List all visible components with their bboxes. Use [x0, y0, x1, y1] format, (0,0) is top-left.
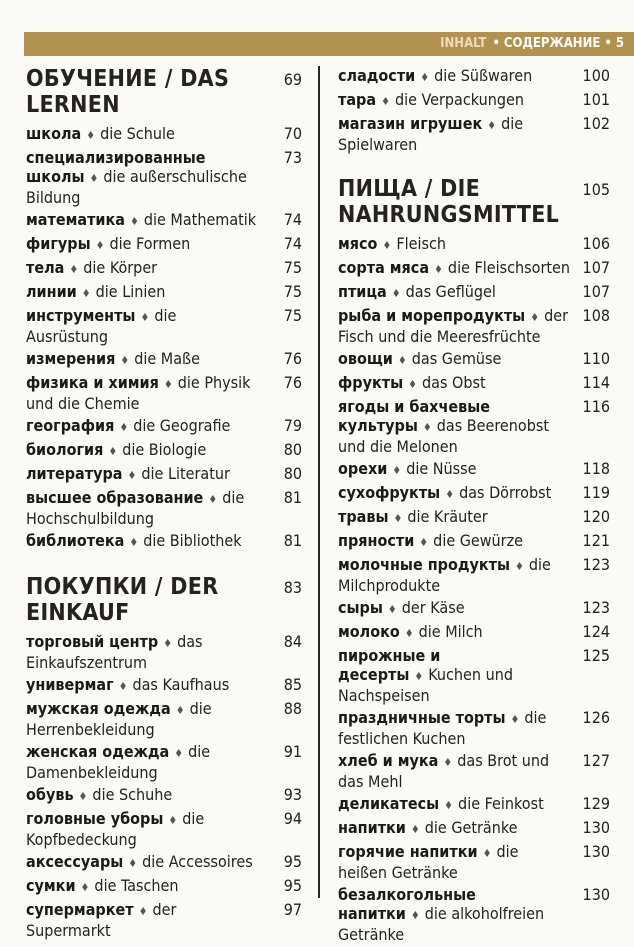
toc-entry [26, 440, 302, 461]
entry-german: das Beerenobst und die Melonen [338, 416, 549, 456]
entry-russian: физика и химия [26, 373, 159, 392]
entry-page: 130 [582, 818, 610, 837]
diamond-marker: ♦ [510, 713, 520, 726]
entry-german: die Biologie [122, 440, 207, 459]
entry-russian: универмаг [26, 675, 114, 694]
entry-german: die Mathematik [143, 210, 257, 229]
entry-russian: молочные продукты [338, 555, 510, 574]
entry-german: die Süßwaren [434, 66, 533, 85]
entry-russian: овощи [338, 349, 393, 368]
entry-german: die Accessoires [142, 852, 253, 871]
entry-russian: линии [26, 282, 77, 301]
diamond-marker: ♦ [445, 488, 455, 501]
entry-russian: аксессуары [26, 852, 124, 871]
entry-page: 84 [283, 632, 302, 651]
entry-german: die Geografie [133, 416, 231, 435]
entry-german: das Obst [421, 373, 486, 392]
entry-russian: фрукты [338, 373, 404, 392]
entry-page: 101 [582, 90, 610, 109]
entry-russian: сыры [338, 598, 383, 617]
diamond-marker: ♦ [387, 603, 397, 616]
toc-entry [338, 66, 610, 87]
diamond-marker: ♦ [129, 536, 139, 549]
toc-entry [26, 852, 302, 873]
entry-russian: инструменты [26, 306, 136, 325]
entry-page: 110 [582, 349, 610, 368]
diamond-marker: ♦ [129, 215, 139, 228]
entry-russian: праздничные торты [338, 708, 506, 727]
entry-russian: сумки [26, 876, 76, 895]
diamond-marker: ♦ [120, 354, 130, 367]
entry-page: 81 [283, 488, 302, 507]
entry-russian: торговый центр [26, 632, 159, 651]
diamond-marker: ♦ [127, 469, 137, 482]
section-heading [26, 574, 302, 626]
entry-russian: обувь [26, 785, 74, 804]
entry-german: das Gemüse [411, 349, 502, 368]
entry-german: die Maße [134, 349, 200, 368]
entry-german: die Getränke [424, 818, 518, 837]
toc-entry [26, 349, 302, 370]
toc-entry [338, 373, 610, 394]
entry-page: 126 [582, 708, 610, 727]
entry-german: die Bibliothek [143, 531, 242, 550]
entry-russian: литература [26, 464, 123, 483]
diamond-marker: ♦ [410, 823, 420, 836]
toc-entry [26, 124, 302, 145]
section-heading [338, 176, 610, 228]
toc-entry [338, 646, 610, 705]
column-divider [318, 66, 320, 898]
entry-russian: математика [26, 210, 125, 229]
entry-page: 127 [582, 751, 610, 770]
entry-russian: сладости [338, 66, 416, 85]
entry-russian: измерения [26, 349, 116, 368]
toc-entry [338, 234, 610, 255]
header-separator: • [492, 36, 500, 51]
entry-german: die festlichen Kuchen [338, 708, 547, 748]
entry-russian: головные уборы [26, 809, 164, 828]
entry-russian: супермаркет [26, 900, 134, 919]
toc-left-column [26, 66, 302, 943]
diamond-marker: ♦ [95, 239, 105, 252]
toc-entry [26, 306, 302, 346]
entry-russian: хлеб и мука [338, 751, 439, 770]
diamond-marker: ♦ [381, 95, 390, 108]
entry-page: 129 [582, 794, 610, 813]
entry-german: die Linien [95, 282, 166, 301]
diamond-marker: ♦ [414, 670, 424, 683]
entry-german: die Kopfbedeckung [26, 809, 205, 849]
toc-entry [338, 708, 610, 748]
entry-german: die Fleischsorten [447, 258, 571, 277]
entry-page: 76 [283, 373, 302, 392]
entry-russian: география [26, 416, 115, 435]
page-number: 5 [615, 36, 624, 51]
diamond-marker: ♦ [163, 378, 173, 391]
section-title: ОБУЧЕНИЕ / DAS LERNEN [26, 66, 230, 118]
entry-page: 75 [283, 282, 302, 301]
entry-page: 79 [283, 416, 302, 435]
entry-page: 73 [283, 148, 302, 167]
entry-russian: орехи [338, 459, 388, 478]
toc-entry [26, 675, 302, 696]
diamond-marker: ♦ [80, 881, 90, 894]
entry-page: 123 [582, 598, 610, 617]
entry-page: 124 [582, 622, 610, 641]
entry-russian: мужская одежда [26, 699, 171, 718]
entry-german: die Spielwaren [338, 114, 524, 154]
entry-page: 130 [582, 885, 610, 904]
header-inhalt: INHALT [440, 36, 487, 51]
diamond-marker: ♦ [89, 172, 99, 185]
diamond-marker: ♦ [81, 287, 91, 300]
entry-page: 95 [283, 876, 302, 895]
diamond-marker: ♦ [482, 847, 492, 860]
entry-german: die Hochschulbildung [26, 488, 245, 528]
entry-page: 118 [582, 459, 610, 478]
toc-entry [338, 459, 610, 480]
entry-german: die Körper [83, 258, 158, 277]
entry-german: die Milch [418, 622, 483, 641]
toc-entry [338, 282, 610, 303]
entry-german: der Fisch und die Meeresfrüchte [338, 306, 568, 346]
entry-german: die Ausrüstung [26, 306, 177, 346]
entry-german: die Taschen [94, 876, 179, 895]
diamond-marker: ♦ [443, 756, 453, 769]
toc-entry [338, 885, 610, 944]
section-page: 69 [283, 70, 302, 89]
entry-russian: травы [338, 507, 389, 526]
toc-entry [338, 349, 610, 370]
entry-page: 74 [283, 210, 302, 229]
diamond-marker: ♦ [128, 857, 138, 870]
entry-page: 80 [283, 440, 302, 459]
toc-entry [338, 622, 610, 643]
entry-page: 75 [283, 258, 302, 277]
entry-german: das Geflügel [405, 282, 496, 301]
entry-page: 108 [582, 306, 610, 325]
entry-page: 121 [582, 531, 610, 550]
entry-page: 107 [582, 282, 610, 301]
running-header [440, 32, 624, 56]
entry-russian: горячие напитки [338, 842, 478, 861]
diamond-marker: ♦ [434, 263, 443, 276]
entry-russian: библиотека [26, 531, 125, 550]
toc-entry [26, 876, 302, 897]
diamond-marker: ♦ [208, 493, 218, 506]
toc-entry [26, 785, 302, 806]
header-title: СОДЕРЖАНИЕ [503, 36, 601, 51]
section-page: 83 [283, 578, 302, 597]
toc-entry [26, 282, 302, 303]
diamond-marker: ♦ [175, 704, 185, 717]
entry-page: 119 [582, 483, 610, 502]
diamond-marker: ♦ [69, 263, 79, 276]
toc-entry [338, 397, 610, 456]
diamond-marker: ♦ [174, 747, 184, 760]
toc-entry [338, 818, 610, 839]
entry-page: 81 [283, 531, 302, 550]
entry-page: 93 [283, 785, 302, 804]
entry-page: 85 [283, 675, 302, 694]
toc-entry [26, 464, 302, 485]
entry-russian: тара [338, 90, 377, 109]
entry-page: 102 [582, 114, 610, 133]
entry-russian: фигуры [26, 234, 91, 253]
toc-entry [26, 809, 302, 849]
entry-german: die Kräuter [407, 507, 488, 526]
entry-german: die Herrenbekleidung [26, 699, 212, 739]
entry-page: 97 [283, 900, 302, 919]
entry-german: der Supermarkt [26, 900, 177, 940]
diamond-marker: ♦ [168, 814, 178, 827]
entry-russian: сорта мяса [338, 258, 430, 277]
entry-page: 114 [582, 373, 610, 392]
entry-page: 80 [283, 464, 302, 483]
section-title: ПОКУПКИ / DER EINKAUF [26, 574, 219, 626]
diamond-marker: ♦ [393, 512, 403, 525]
diamond-marker: ♦ [422, 421, 432, 434]
diamond-marker: ♦ [444, 799, 454, 812]
entry-russian: магазин игрушек [338, 114, 483, 133]
entry-page: 123 [582, 555, 610, 574]
diamond-marker: ♦ [419, 536, 429, 549]
diamond-marker: ♦ [78, 790, 88, 803]
toc-entry [338, 751, 610, 791]
diamond-marker: ♦ [410, 909, 420, 922]
diamond-marker: ♦ [119, 421, 129, 434]
entry-russian: биология [26, 440, 104, 459]
entry-russian: рыба и морепродукты [338, 306, 526, 325]
entry-german: die Literatur [141, 464, 230, 483]
diamond-marker: ♦ [392, 464, 402, 477]
entry-russian: школа [26, 124, 82, 143]
toc-entry [338, 794, 610, 815]
toc-right-column [338, 66, 610, 947]
entry-page: 106 [582, 234, 610, 253]
diamond-marker: ♦ [108, 445, 118, 458]
diamond-marker: ♦ [397, 354, 407, 367]
toc-entry [26, 148, 302, 207]
header-separator: • [604, 36, 612, 51]
diamond-marker: ♦ [408, 378, 417, 391]
entry-russian: птица [338, 282, 387, 301]
entry-german: die Milchprodukte [338, 555, 551, 595]
toc-entry [26, 258, 302, 279]
diamond-marker: ♦ [487, 119, 497, 132]
entry-russian: специализированные школы [26, 148, 206, 186]
entry-page: 94 [283, 809, 302, 828]
entry-german: die Damenbekleidung [26, 742, 211, 782]
toc-entry [338, 114, 610, 154]
entry-german: die Feinkost [458, 794, 544, 813]
entry-german: das Brot und das Mehl [338, 751, 550, 791]
entry-german: die Gewürze [433, 531, 523, 550]
toc-entry [26, 488, 302, 528]
toc-entry [26, 210, 302, 231]
entry-page: 120 [582, 507, 610, 526]
entry-german: Fleisch [396, 234, 446, 253]
section-title: ПИЩА / DIE NAHRUNGSMITTEL [338, 176, 560, 228]
entry-page: 74 [283, 234, 302, 253]
diamond-marker: ♦ [515, 560, 524, 573]
toc-entry [338, 90, 610, 111]
entry-german: die Formen [109, 234, 191, 253]
entry-russian: высшее образование [26, 488, 204, 507]
entry-page: 125 [582, 646, 610, 665]
diamond-marker: ♦ [118, 680, 128, 693]
toc-entry [338, 555, 610, 595]
toc-entry [26, 373, 302, 413]
entry-russian: деликатесы [338, 794, 440, 813]
entry-german: die Verpackungen [394, 90, 524, 109]
toc-entry [26, 531, 302, 552]
entry-german: die alkoholfreien Getränke [338, 904, 545, 944]
toc-entry [338, 306, 610, 346]
header-bar [24, 32, 634, 56]
entry-russian: мясо [338, 234, 378, 253]
entry-page: 116 [582, 397, 610, 416]
section-heading [26, 66, 302, 118]
toc-entry [26, 699, 302, 739]
toc-entry [338, 483, 610, 504]
entry-page: 75 [283, 306, 302, 325]
entry-german: die Schule [100, 124, 175, 143]
entry-russian: женская одежда [26, 742, 170, 761]
toc-entry [338, 531, 610, 552]
diamond-marker: ♦ [404, 627, 414, 640]
entry-russian: напитки [338, 818, 406, 837]
entry-page: 95 [283, 852, 302, 871]
diamond-marker: ♦ [382, 239, 392, 252]
toc-entry [338, 598, 610, 619]
entry-german: die außerschulische Bildung [26, 167, 247, 207]
diamond-marker: ♦ [420, 71, 430, 84]
entry-page: 88 [283, 699, 302, 718]
entry-page: 100 [582, 66, 610, 85]
entry-german: das Einkaufszentrum [26, 632, 203, 672]
diamond-marker: ♦ [530, 311, 540, 324]
toc-entry [26, 234, 302, 255]
entry-russian: тела [26, 258, 65, 277]
entry-german: die heißen Getränke [338, 842, 519, 882]
entry-german: die Schuhe [92, 785, 173, 804]
entry-page: 107 [582, 258, 610, 277]
entry-russian: пряности [338, 531, 415, 550]
entry-page: 130 [582, 842, 610, 861]
entry-page: 91 [283, 742, 302, 761]
toc-entry [338, 258, 610, 279]
diamond-marker: ♦ [391, 287, 401, 300]
toc-entry [26, 416, 302, 437]
diamond-marker: ♦ [140, 311, 150, 324]
entry-russian: ягоды и бахчевые культуры [338, 397, 490, 435]
entry-german: die Nüsse [406, 459, 477, 478]
entry-german: das Kaufhaus [132, 675, 230, 694]
toc-entry [338, 842, 610, 882]
toc-entry [26, 900, 302, 940]
entry-german: Kuchen und Nachspeisen [338, 665, 513, 705]
section-page: 105 [582, 180, 610, 199]
entry-german: der Käse [401, 598, 465, 617]
toc-entry [26, 632, 302, 672]
entry-page: 76 [283, 349, 302, 368]
entry-page: 70 [283, 124, 302, 143]
entry-german: das Dörrobst [459, 483, 552, 502]
toc-entry [26, 742, 302, 782]
entry-russian: безалкогольные напитки [338, 885, 476, 923]
entry-german: die Physik und die Chemie [26, 373, 251, 413]
diamond-marker: ♦ [163, 637, 173, 650]
entry-russian: молоко [338, 622, 400, 641]
diamond-marker: ♦ [138, 905, 148, 918]
toc-entry [338, 507, 610, 528]
diamond-marker: ♦ [86, 129, 96, 142]
entry-russian: сухофрукты [338, 483, 441, 502]
entry-russian: пирожные и десерты [338, 646, 441, 684]
